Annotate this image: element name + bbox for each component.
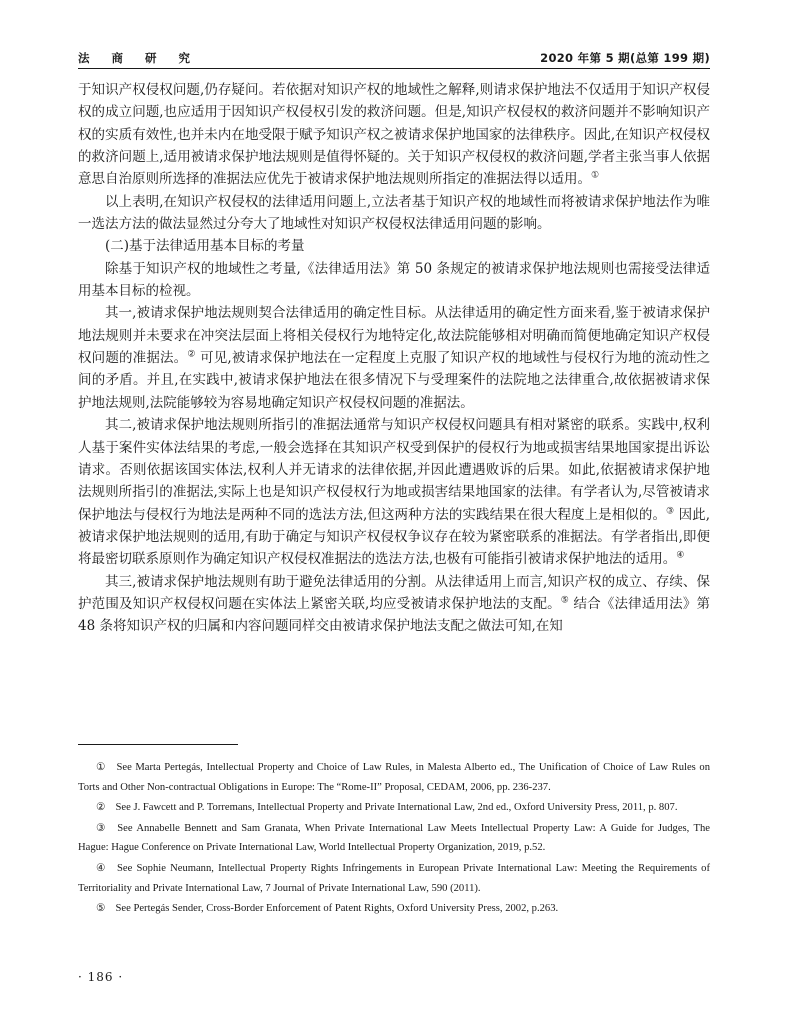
section-heading: (二)基于法律适用基本目标的考量: [105, 238, 305, 255]
paragraph-summary: 以上表明,在知识产权侵权的法律适用问题上,立法者基于知识产权的地域性而将被请求保护地法作为唯一选法方法的做法显然过分夸大了地域性对知识产权侵权法律适用问题的影响。: [78, 193, 710, 233]
footnote: ① See Marta Pertegás, Intellectual Property and Choice of Law Rules, in Malesta Alberto ed., The Unification of Choice of Law Rules on Torts and Other Non-contractual Obligations in Europe: The “Rome-II” Proposal, CEDAM, 2006, pp. 236-237.: [78, 762, 710, 793]
footnote-ref[interactable]: ⑤: [560, 595, 570, 606]
header-rule: [78, 68, 710, 69]
paragraph-point-one: 其一,被请求保护地法规则契合法律适用的确定性目标。从法律适用的确定性方面来看,鉴于被请求保护地法规则并未要求在冲突法层面上将相关侵权行为地特定化,故法院能够相对明确而简便地确定知识产权侵权问题的准据法。② 可见,被请求保护地法在一定程度上克服了知识产权的地域性与侵权行为地的流动性之间的矛盾。并且,在实践中,被请求保护地法在很多情况下与受理案件的法院地之法律重合,故依据被请求保护地法规则,法院能够较为容易地确定知识产权侵权问题的准据法。: [78, 305, 711, 411]
footnotes: [78, 758, 710, 920]
footnote-ref[interactable]: ②: [187, 349, 196, 360]
footnote-mark: ④: [96, 862, 108, 874]
main-text: [78, 79, 710, 638]
footnote-mark: ①: [96, 762, 107, 773]
journal-title: 法 商 研 究: [78, 51, 200, 65]
footnote: ③ See Annabelle Bennett and Sam Granata, When Private International Law Meets Intellectual Property Law: A Guide for Judges, The Hague: Hague Conference on Private International Law, World Intellectual Property Organization, 2019, p.52.: [78, 822, 710, 854]
paragraph-continuation: 于知识产权侵权问题,仍存疑问。若依据对知识产权的地域性之解释,则请求保护地法不仅适用于知识产权侵权的成立问题,也应适用于因知识产权侵权引发的救济问题。但是,知识产权侵权的救济问题并不影响知识产权的实质有效性,也并未内在地受限于赋予知识产权之被请求保护地国家的法律秩序。因此,在知识产权侵权的救济问题上,适用被请求保护地法规则是值得怀疑的。关于知识产权侵权的救济问题,学者主张当事人依据意思自治原则所选择的准据法应优先于被请求保护地法规则所指定的准据法得以适用。①: [78, 82, 710, 188]
paragraph-intro: 除基于知识产权的地域性之考量,《法律适用法》第 50 条规定的被请求保护地法规则也需接受法律适用基本目标的检视。: [78, 260, 710, 300]
footnote-mark: ⑤: [96, 903, 106, 915]
footnote: ② See J. Fawcett and P. Torremans, Intellectual Property and Private International Law, 2nd ed., Oxford University Press, 2011, p. 807.: [96, 802, 678, 814]
issue-info: 2020 年第 5 期(总第 199 期): [540, 51, 710, 65]
footnote-ref[interactable]: ④: [676, 550, 685, 561]
footnote-mark: ③: [96, 822, 108, 834]
footnote-rule: [78, 744, 238, 745]
paragraph-point-three: 其三,被请求保护地法规则有助于避免法律适用的分割。从法律适用上而言,知识产权的成立、存续、保护范围及知识产权侵权问题在实体法上紧密关联,均应受被请求保护地法的支配。⑤ 结合《法律适用法》第 48 条将知识产权的归属和内容问题同样交由被请求保护地法支配之做法可知,在知: [78, 573, 711, 635]
page-number: · 186 ·: [78, 970, 124, 984]
footnote: ④ See Sophie Neumann, Intellectual Property Rights Infringements in European Private International Law: Meeting the Requirements of Territoriality and Private International Law, 7 Journal of Private International Law, 590 (2011).: [78, 862, 710, 894]
paragraph-point-two: 其二,被请求保护地法规则所指引的准据法通常与知识产权侵权问题具有相对紧密的联系。实践中,权利人基于案件实体法结果的考虑,一般会选择在其知识产权受到保护的侵权行为地或损害结果地国家提出诉讼请求。否则依据该国实体法,权利人并无请求的法律依据,并因此遭遇败诉的后果。如此,依据被请求保护地法规则所指引的准据法,实际上也是知识产权侵权行为地或损害结果地国家的法律。有学者认为,尽管被请求保护地法与侵权行为地法是两种不同的选法方法,但这两种方法的实践结果在很大程度上是相似的。③ 因此,被请求保护地法规则的适用,有助于确定与知识产权侵权争议存在较为紧密联系的准据法。有学者指出,即便将最密切联系原则作为确定知识产权侵权准据法的选法方法,也极有可能指引被请求保护地法的适用。④: [78, 417, 711, 568]
footnote-ref[interactable]: ①: [591, 170, 600, 181]
footnote-mark: ②: [96, 802, 106, 814]
footnote: ⑤ See Pertegás Sender, Cross-Border Enforcement of Patent Rights, Oxford University Press, 2002, p.263.: [96, 903, 559, 915]
running-header: [78, 50, 710, 70]
footnote-ref[interactable]: ③: [666, 506, 675, 517]
